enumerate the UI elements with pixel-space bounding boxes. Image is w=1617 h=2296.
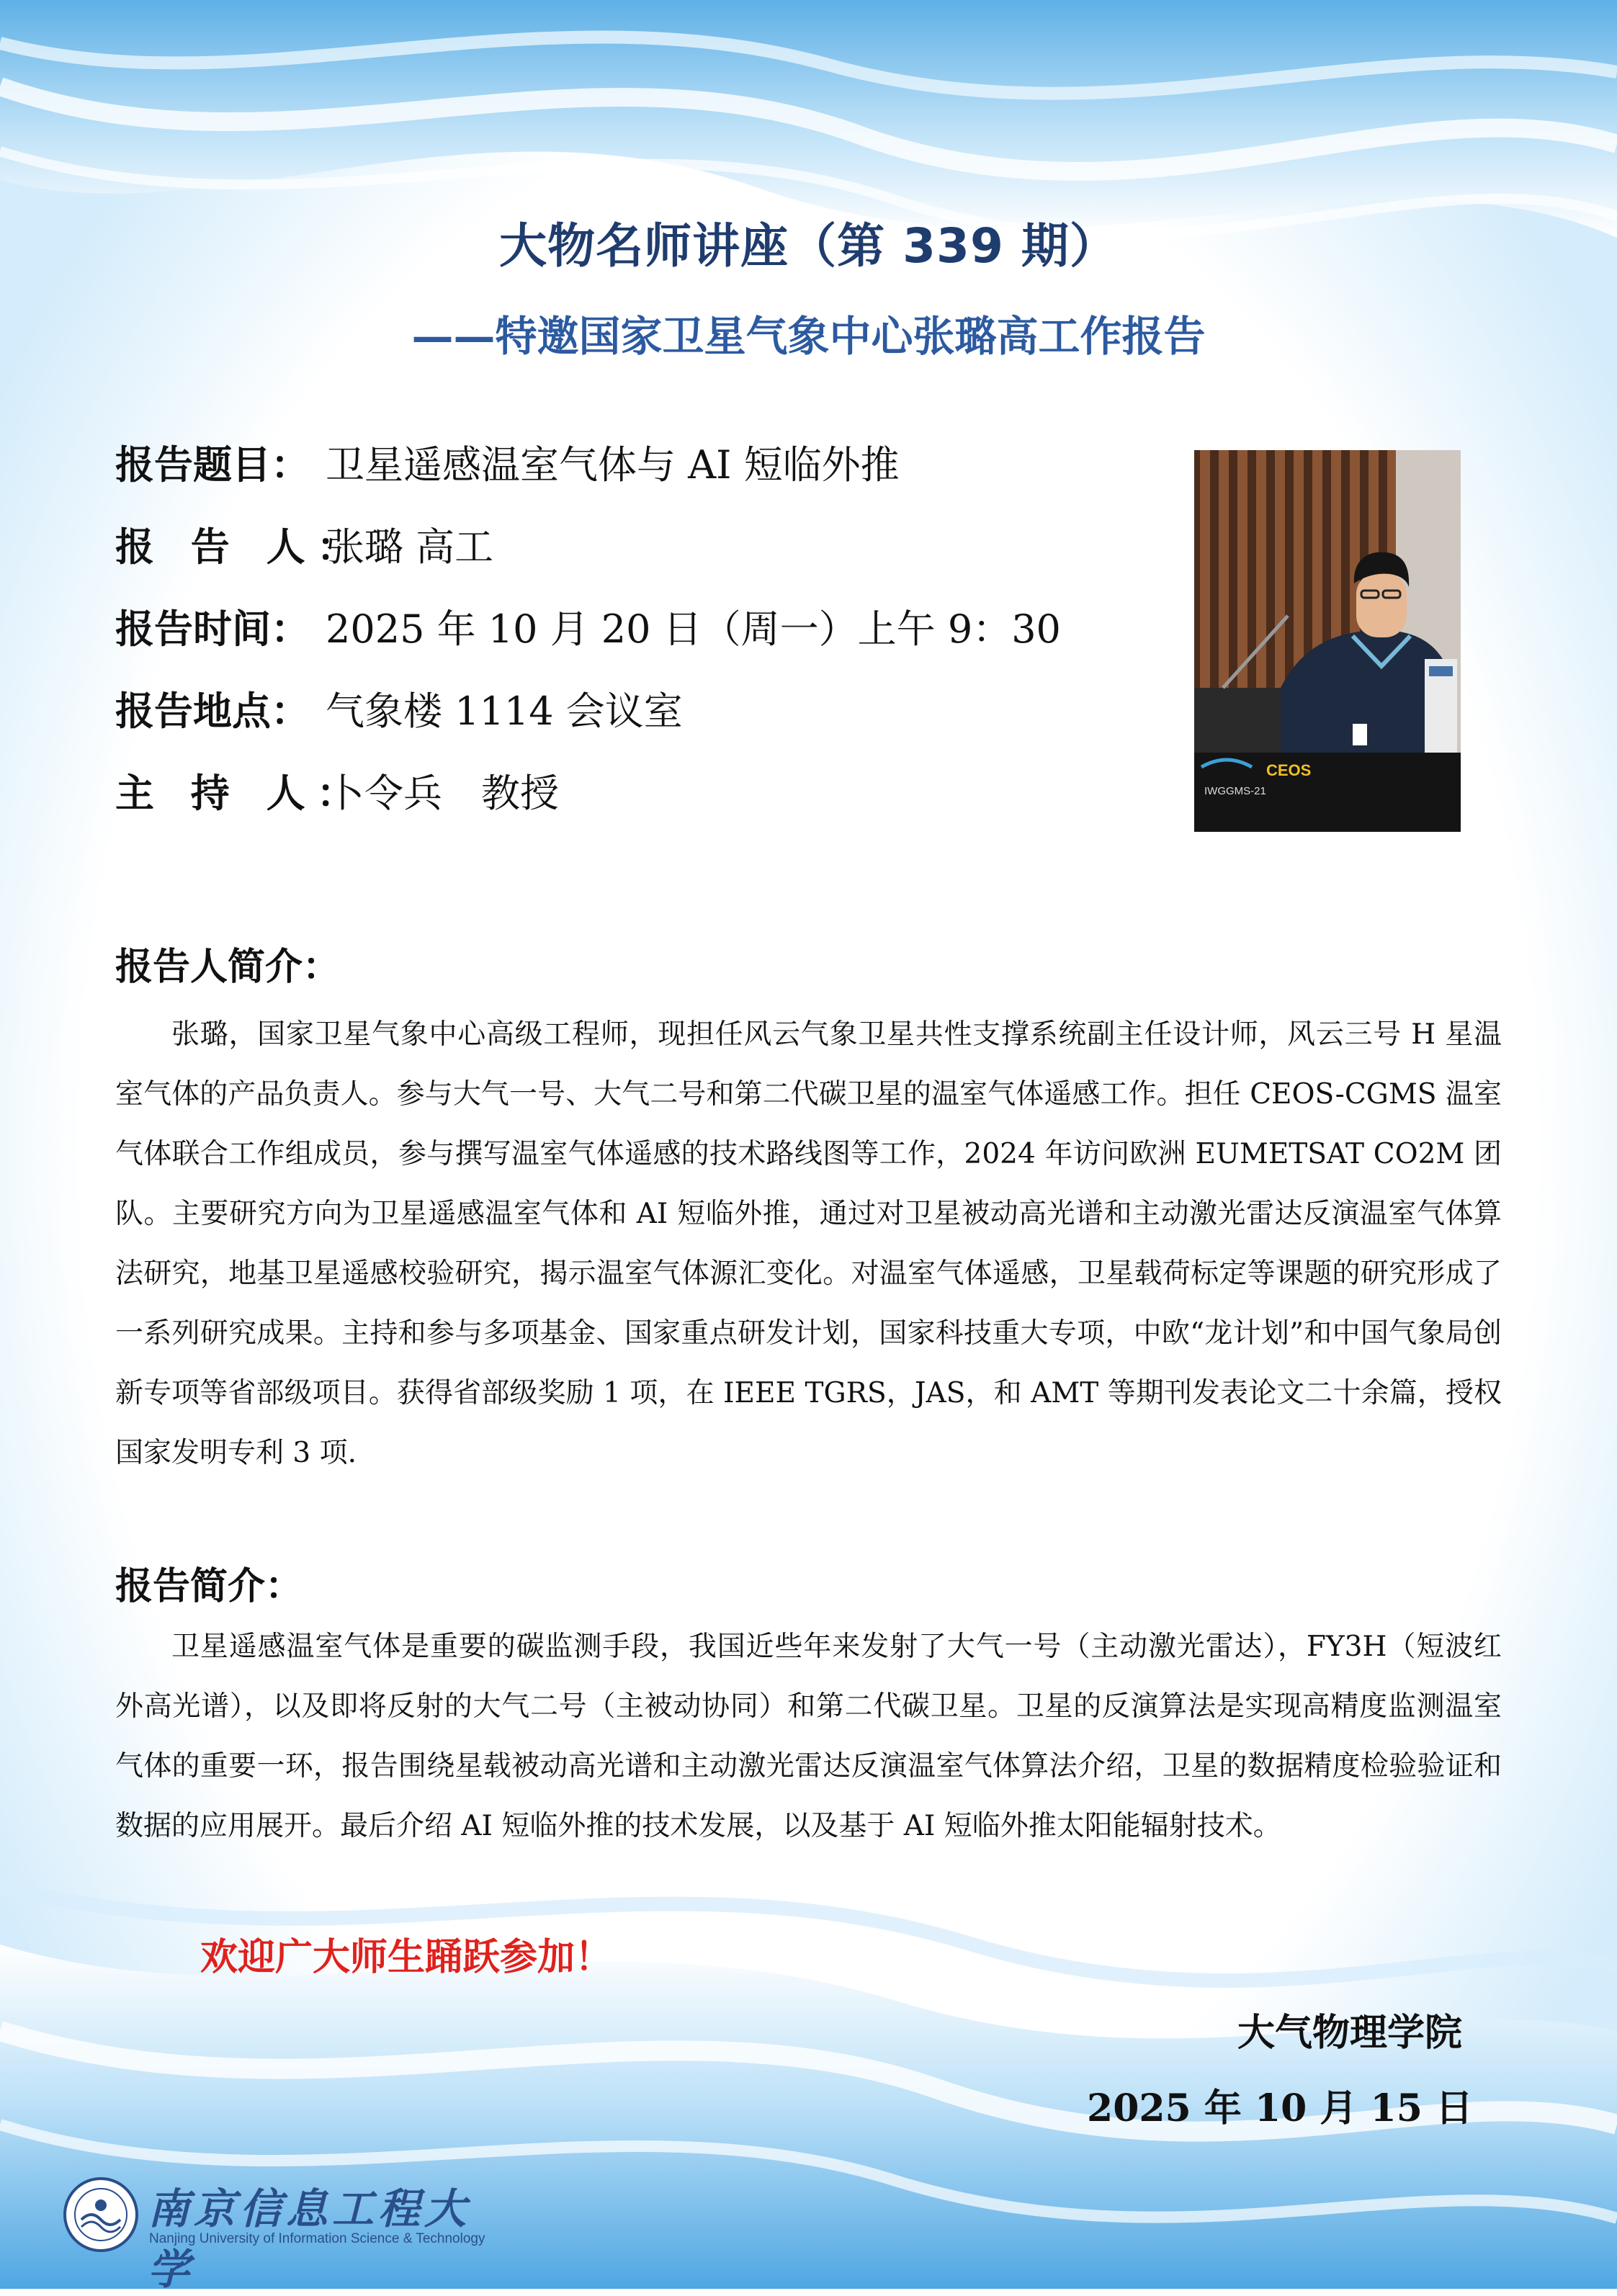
lecture-info: [115, 439, 1138, 850]
info-speaker: [115, 521, 1138, 604]
info-label: 报 告 人：: [115, 524, 367, 570]
university-name-en: Nanjing University of Information Science & Technology: [149, 2231, 485, 2246]
info-label: 报告地点：: [115, 688, 310, 734]
report-abstract-text: 卫星遥感温室气体是重要的碳监测手段，我国近些年来发射了大气一号（主动激光雷达），FY3H（短波红外高光谱），以及即将反射的大气二号（主被动协同）和第二代碳卫星。卫星的反演算法是实现高精度监测温室气体的重要一环，报告围绕星载被动高光谱和主动激光雷达反演温室气体算法介绍，卫星的数据精度检验验证和数据的应用展开。最后介绍 AI 短临外推的技术发展，以及基于 AI 短临外推太阳能辐射技术。: [115, 1631, 1502, 1842]
poster-subtitle: ——特邀国家卫星气象中心张璐高工作报告: [411, 312, 1206, 361]
info-label: 报告题目：: [115, 441, 310, 488]
report-abstract-heading: 报告简介：: [115, 1565, 303, 1608]
podium-logo-left: IWGGMS-21: [1204, 785, 1266, 797]
info-topic: [115, 439, 1138, 521]
info-label: 报告时间：: [115, 606, 310, 652]
speaker-bio-text: 张璐，国家卫星气象中心高级工程师，现担任风云气象卫星共性支撑系统副主任设计师，风云三号 H 星温室气体的产品负责人。参与大气一号、大气二号和第二代碳卫星的温室气体遥感工作。担任 CEOS-CGMS 温室气体联合工作组成员，参与撰写温室气体遥感的技术路线图等工作，2024 年访问欧洲 EUMETSAT CO2M 团队。主要研究方向为卫星遥感温室气体和 AI 短临外推，通过对卫星被动高光谱和主动激光雷达反演温室气体算法研究，地基卫星遥感校验研究，揭示温室气体源汇变化。对温室气体遥感，卫星载荷标定等课题的研究形成了一系列研究成果。主持和参与多项基金、国家重点研发计划，国家科技重大专项，中欧“龙计划”和中国气象局创新专项等省部级项目。获得省部级奖励 1 项，在 IEEE TGRS，JAS，和 AMT 等期刊发表论文二十余篇，授权国家发明专利 3 项.: [115, 1018, 1502, 1469]
speaker-bio-heading: 报告人简介：: [115, 946, 341, 989]
university-seal-icon: [61, 2175, 140, 2254]
welcome-text: 欢迎广大师生踊跃参加！: [200, 1936, 613, 1979]
info-time: [115, 604, 1138, 686]
organizer: 大气物理学院: [1237, 2012, 1462, 2055]
university-name-cn: 南京信息工程大学: [148, 2184, 471, 2294]
poster-title: 大物名师讲座（第 339 期）: [499, 218, 1118, 274]
info-value: 卜令兵 教授: [326, 771, 559, 816]
info-value: 卫星遥感温室气体与 AI 短临外推: [326, 442, 900, 488]
info-label: 主 持 人：: [115, 770, 367, 816]
info-location: [115, 686, 1138, 768]
university-logo: [61, 2175, 485, 2294]
info-value: 2025 年 10 月 20 日（周一）上午 9：30: [326, 606, 1061, 652]
speaker-photo: [1194, 450, 1461, 832]
info-host: [115, 768, 1138, 850]
info-value: 张璐 高工: [326, 524, 494, 570]
podium-logo-right: CEOS: [1266, 761, 1312, 779]
info-value: 气象楼 1114 会议室: [326, 689, 683, 734]
issue-date: 2025 年 10 月 15 日: [1087, 2086, 1473, 2130]
